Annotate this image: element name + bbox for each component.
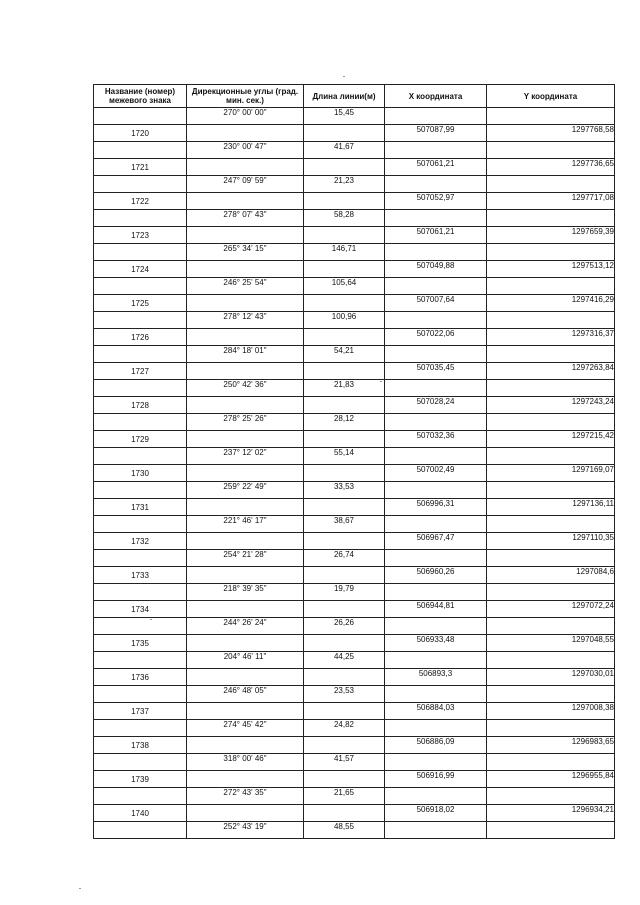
line-length-cell: 41,67: [304, 142, 385, 159]
segment-row: [94, 142, 615, 159]
y-coordinate-cell: [487, 754, 615, 771]
y-coordinate-cell: 1297008,38: [487, 703, 615, 720]
direction-angle-cell: 244° 26' 24": [187, 618, 304, 635]
point-name-cell: [94, 584, 187, 601]
point-name-cell: 1731: [94, 499, 187, 516]
point-row: [94, 533, 615, 550]
scan-speck: [150, 619, 152, 620]
line-length-cell: 23,53: [304, 686, 385, 703]
point-name-cell: 1728: [94, 397, 187, 414]
point-row: [94, 295, 615, 312]
y-coordinate-cell: [487, 652, 615, 669]
y-coordinate-cell: [487, 278, 615, 295]
y-coordinate-cell: [487, 244, 615, 261]
segment-row: [94, 482, 615, 499]
line-length-cell: 105,64: [304, 278, 385, 295]
point-name-cell: [94, 176, 187, 193]
direction-angle-cell: 250° 42' 36": [187, 380, 304, 397]
line-length-cell: [304, 533, 385, 550]
point-name-cell: [94, 278, 187, 295]
x-coordinate-cell: 507035,45: [385, 363, 487, 380]
direction-angle-cell: [187, 193, 304, 210]
line-length-cell: [304, 193, 385, 210]
direction-angle-cell: [187, 159, 304, 176]
line-length-cell: 24,82: [304, 720, 385, 737]
y-coordinate-cell: 1297316,37: [487, 329, 615, 346]
point-row: [94, 227, 615, 244]
point-name-cell: 1726: [94, 329, 187, 346]
point-row: [94, 771, 615, 788]
header-y-coordinate: Y координата: [487, 85, 615, 108]
line-length-cell: [304, 567, 385, 584]
segment-row: [94, 346, 615, 363]
point-name-cell: 1735: [94, 635, 187, 652]
y-coordinate-cell: 1297659,39: [487, 227, 615, 244]
x-coordinate-cell: 506944,81: [385, 601, 487, 618]
point-name-cell: [94, 108, 187, 125]
point-name-cell: [94, 822, 187, 839]
direction-angle-cell: [187, 533, 304, 550]
point-name-cell: 1727: [94, 363, 187, 380]
x-coordinate-cell: 507049,88: [385, 261, 487, 278]
line-length-cell: 55,14: [304, 448, 385, 465]
point-row: [94, 635, 615, 652]
direction-angle-cell: [187, 465, 304, 482]
line-length-cell: 44,25: [304, 652, 385, 669]
direction-angle-cell: [187, 805, 304, 822]
line-length-cell: 28,12: [304, 414, 385, 431]
line-length-cell: [304, 261, 385, 278]
point-name-cell: [94, 720, 187, 737]
point-name-cell: [94, 448, 187, 465]
direction-angle-cell: 237° 12' 02": [187, 448, 304, 465]
scan-speck: [380, 381, 382, 382]
y-coordinate-cell: 1297243,24: [487, 397, 615, 414]
segment-row: [94, 720, 615, 737]
scan-speck: [79, 888, 81, 889]
y-coordinate-cell: [487, 414, 615, 431]
line-length-cell: [304, 227, 385, 244]
y-coordinate-cell: 1297110,35: [487, 533, 615, 550]
point-name-cell: 1730: [94, 465, 187, 482]
point-name-cell: 1725: [94, 295, 187, 312]
point-row: [94, 397, 615, 414]
line-length-cell: 100,96: [304, 312, 385, 329]
line-length-cell: [304, 159, 385, 176]
line-length-cell: [304, 669, 385, 686]
y-coordinate-cell: [487, 686, 615, 703]
line-length-cell: 26,26: [304, 618, 385, 635]
point-name-cell: 1734: [94, 601, 187, 618]
line-length-cell: [304, 805, 385, 822]
y-coordinate-cell: [487, 380, 615, 397]
line-length-cell: [304, 499, 385, 516]
y-coordinate-cell: [487, 550, 615, 567]
x-coordinate-cell: [385, 550, 487, 567]
header-line-length: Длина линии(м): [304, 85, 385, 108]
x-coordinate-cell: [385, 618, 487, 635]
line-length-cell: [304, 465, 385, 482]
line-length-cell: 15,45: [304, 108, 385, 125]
point-name-cell: 1740: [94, 805, 187, 822]
y-coordinate-cell: [487, 142, 615, 159]
x-coordinate-cell: 507061,21: [385, 159, 487, 176]
point-row: [94, 499, 615, 516]
direction-angle-cell: [187, 431, 304, 448]
table-body: [94, 108, 615, 839]
y-coordinate-cell: [487, 788, 615, 805]
point-row: [94, 431, 615, 448]
y-coordinate-cell: 1297048,55: [487, 635, 615, 652]
header-direction-angle: Дирекционные углы (град. мин. сек.): [187, 85, 304, 108]
y-coordinate-cell: 1297136,11: [487, 499, 615, 516]
x-coordinate-cell: 507061,21: [385, 227, 487, 244]
header-point-name: Название (номер) межевого знака: [94, 85, 187, 108]
x-coordinate-cell: 507087,99: [385, 125, 487, 142]
line-length-cell: 21,83: [304, 380, 385, 397]
point-name-cell: 1738: [94, 737, 187, 754]
point-row: [94, 363, 615, 380]
direction-angle-cell: 278° 12' 43": [187, 312, 304, 329]
x-coordinate-cell: [385, 278, 487, 295]
x-coordinate-cell: [385, 346, 487, 363]
point-row: [94, 261, 615, 278]
point-row: [94, 465, 615, 482]
direction-angle-cell: 270° 00' 00": [187, 108, 304, 125]
direction-angle-cell: [187, 703, 304, 720]
point-name-cell: 1739: [94, 771, 187, 788]
x-coordinate-cell: 506886,09: [385, 737, 487, 754]
line-length-cell: [304, 703, 385, 720]
point-name-cell: 1733: [94, 567, 187, 584]
y-coordinate-cell: [487, 618, 615, 635]
direction-angle-cell: 247° 09' 59": [187, 176, 304, 193]
segment-row: [94, 448, 615, 465]
x-coordinate-cell: [385, 448, 487, 465]
x-coordinate-cell: 506960,26: [385, 567, 487, 584]
direction-angle-cell: 259° 22' 49": [187, 482, 304, 499]
y-coordinate-cell: [487, 584, 615, 601]
line-length-cell: 19,79: [304, 584, 385, 601]
y-coordinate-cell: [487, 312, 615, 329]
point-name-cell: [94, 686, 187, 703]
direction-angle-cell: [187, 227, 304, 244]
direction-angle-cell: 221° 46' 17": [187, 516, 304, 533]
x-coordinate-cell: [385, 754, 487, 771]
header-x-coordinate: X координата: [385, 85, 487, 108]
x-coordinate-cell: [385, 312, 487, 329]
direction-angle-cell: 318° 00' 46": [187, 754, 304, 771]
x-coordinate-cell: [385, 176, 487, 193]
y-coordinate-cell: 1296934,21: [487, 805, 615, 822]
x-coordinate-cell: [385, 686, 487, 703]
point-name-cell: 1723: [94, 227, 187, 244]
y-coordinate-cell: 1297416,29: [487, 295, 615, 312]
x-coordinate-cell: [385, 142, 487, 159]
line-length-cell: [304, 397, 385, 414]
x-coordinate-cell: [385, 414, 487, 431]
point-row: [94, 805, 615, 822]
y-coordinate-cell: [487, 210, 615, 227]
point-row: [94, 737, 615, 754]
y-coordinate-cell: [487, 108, 615, 125]
segment-row: [94, 244, 615, 261]
segment-row: [94, 652, 615, 669]
direction-angle-cell: 278° 07' 43": [187, 210, 304, 227]
y-coordinate-cell: [487, 516, 615, 533]
direction-angle-cell: 218° 39' 35": [187, 584, 304, 601]
y-coordinate-cell: 1297169,07: [487, 465, 615, 482]
x-coordinate-cell: [385, 652, 487, 669]
line-length-cell: [304, 125, 385, 142]
x-coordinate-cell: [385, 720, 487, 737]
segment-row: [94, 788, 615, 805]
x-coordinate-cell: 506918,02: [385, 805, 487, 822]
point-name-cell: [94, 788, 187, 805]
segment-row: [94, 550, 615, 567]
x-coordinate-cell: 507028,24: [385, 397, 487, 414]
line-length-cell: 48,55: [304, 822, 385, 839]
x-coordinate-cell: [385, 584, 487, 601]
segment-row: [94, 108, 615, 125]
point-row: [94, 703, 615, 720]
point-name-cell: [94, 618, 187, 635]
line-length-cell: 33,53: [304, 482, 385, 499]
line-length-cell: [304, 329, 385, 346]
direction-angle-cell: [187, 499, 304, 516]
direction-angle-cell: 230° 00' 47": [187, 142, 304, 159]
direction-angle-cell: 254° 21' 28": [187, 550, 304, 567]
segment-row: [94, 210, 615, 227]
segment-row: [94, 584, 615, 601]
direction-angle-cell: [187, 295, 304, 312]
y-coordinate-cell: 1297736,65: [487, 159, 615, 176]
direction-angle-cell: [187, 261, 304, 278]
direction-angle-cell: 252° 43' 19": [187, 822, 304, 839]
point-name-cell: 1721: [94, 159, 187, 176]
direction-angle-cell: 272° 43' 35": [187, 788, 304, 805]
x-coordinate-cell: 507032,36: [385, 431, 487, 448]
direction-angle-cell: [187, 601, 304, 618]
segment-row: [94, 278, 615, 295]
point-name-cell: [94, 312, 187, 329]
point-name-cell: [94, 244, 187, 261]
y-coordinate-cell: 1297513,12: [487, 261, 615, 278]
x-coordinate-cell: 506933,48: [385, 635, 487, 652]
point-name-cell: [94, 516, 187, 533]
x-coordinate-cell: [385, 380, 487, 397]
table-header-row: [94, 85, 615, 108]
point-row: [94, 125, 615, 142]
y-coordinate-cell: 1297215,42: [487, 431, 615, 448]
direction-angle-cell: [187, 669, 304, 686]
line-length-cell: [304, 737, 385, 754]
x-coordinate-cell: 506893,3: [385, 669, 487, 686]
x-coordinate-cell: [385, 516, 487, 533]
y-coordinate-cell: [487, 346, 615, 363]
point-name-cell: 1720: [94, 125, 187, 142]
line-length-cell: 21,65: [304, 788, 385, 805]
direction-angle-cell: 246° 25' 54": [187, 278, 304, 295]
y-coordinate-cell: 1297084,6: [487, 567, 615, 584]
x-coordinate-cell: 506996,31: [385, 499, 487, 516]
line-length-cell: 54,21: [304, 346, 385, 363]
direction-angle-cell: [187, 397, 304, 414]
y-coordinate-cell: 1297717,08: [487, 193, 615, 210]
y-coordinate-cell: [487, 176, 615, 193]
point-row: [94, 567, 615, 584]
segment-row: [94, 686, 615, 703]
segment-row: [94, 380, 615, 397]
y-coordinate-cell: [487, 822, 615, 839]
direction-angle-cell: [187, 771, 304, 788]
y-coordinate-cell: 1297072,24: [487, 601, 615, 618]
line-length-cell: 38,67: [304, 516, 385, 533]
y-coordinate-cell: 1297768,58: [487, 125, 615, 142]
segment-row: [94, 312, 615, 329]
x-coordinate-cell: 506916,99: [385, 771, 487, 788]
line-length-cell: [304, 363, 385, 380]
x-coordinate-cell: 507022,06: [385, 329, 487, 346]
direction-angle-cell: [187, 737, 304, 754]
x-coordinate-cell: [385, 210, 487, 227]
direction-angle-cell: [187, 125, 304, 142]
x-coordinate-cell: [385, 482, 487, 499]
direction-angle-cell: 274° 45' 42": [187, 720, 304, 737]
point-row: [94, 193, 615, 210]
scan-speck: [343, 76, 345, 77]
point-name-cell: 1724: [94, 261, 187, 278]
point-name-cell: 1736: [94, 669, 187, 686]
point-name-cell: [94, 550, 187, 567]
point-name-cell: [94, 210, 187, 227]
direction-angle-cell: 246° 48' 05": [187, 686, 304, 703]
line-length-cell: 146,71: [304, 244, 385, 261]
x-coordinate-cell: [385, 244, 487, 261]
line-length-cell: 26,74: [304, 550, 385, 567]
segment-row: [94, 516, 615, 533]
line-length-cell: 58,28: [304, 210, 385, 227]
y-coordinate-cell: 1296955,84: [487, 771, 615, 788]
point-name-cell: 1732: [94, 533, 187, 550]
direction-angle-cell: 278° 25' 26": [187, 414, 304, 431]
x-coordinate-cell: 506967,47: [385, 533, 487, 550]
y-coordinate-cell: [487, 482, 615, 499]
line-length-cell: [304, 771, 385, 788]
point-name-cell: [94, 414, 187, 431]
point-row: [94, 601, 615, 618]
line-length-cell: 21,23: [304, 176, 385, 193]
direction-angle-cell: 265° 34' 15": [187, 244, 304, 261]
y-coordinate-cell: 1297263,84: [487, 363, 615, 380]
x-coordinate-cell: [385, 788, 487, 805]
point-name-cell: 1737: [94, 703, 187, 720]
direction-angle-cell: [187, 567, 304, 584]
segment-row: [94, 754, 615, 771]
line-length-cell: [304, 635, 385, 652]
line-length-cell: 41,57: [304, 754, 385, 771]
point-row: [94, 329, 615, 346]
y-coordinate-cell: 1297030,01: [487, 669, 615, 686]
point-name-cell: 1722: [94, 193, 187, 210]
x-coordinate-cell: [385, 108, 487, 125]
line-length-cell: [304, 431, 385, 448]
point-name-cell: [94, 142, 187, 159]
segment-row: [94, 176, 615, 193]
x-coordinate-cell: 507002,49: [385, 465, 487, 482]
point-name-cell: [94, 380, 187, 397]
point-name-cell: [94, 652, 187, 669]
direction-angle-cell: 204° 46' 11": [187, 652, 304, 669]
point-row: [94, 669, 615, 686]
direction-angle-cell: [187, 363, 304, 380]
y-coordinate-cell: [487, 720, 615, 737]
segment-row: [94, 822, 615, 839]
direction-angle-cell: [187, 635, 304, 652]
line-length-cell: [304, 601, 385, 618]
point-name-cell: [94, 754, 187, 771]
x-coordinate-cell: 506884,03: [385, 703, 487, 720]
x-coordinate-cell: 507007,64: [385, 295, 487, 312]
point-name-cell: [94, 482, 187, 499]
point-name-cell: [94, 346, 187, 363]
point-row: [94, 159, 615, 176]
direction-angle-cell: 284° 18' 01": [187, 346, 304, 363]
line-length-cell: [304, 295, 385, 312]
y-coordinate-cell: [487, 448, 615, 465]
y-coordinate-cell: 1296983,65: [487, 737, 615, 754]
x-coordinate-cell: 507052,97: [385, 193, 487, 210]
boundary-coordinates-table: [93, 84, 615, 839]
x-coordinate-cell: [385, 822, 487, 839]
point-name-cell: 1729: [94, 431, 187, 448]
direction-angle-cell: [187, 329, 304, 346]
segment-row: [94, 618, 615, 635]
segment-row: [94, 414, 615, 431]
